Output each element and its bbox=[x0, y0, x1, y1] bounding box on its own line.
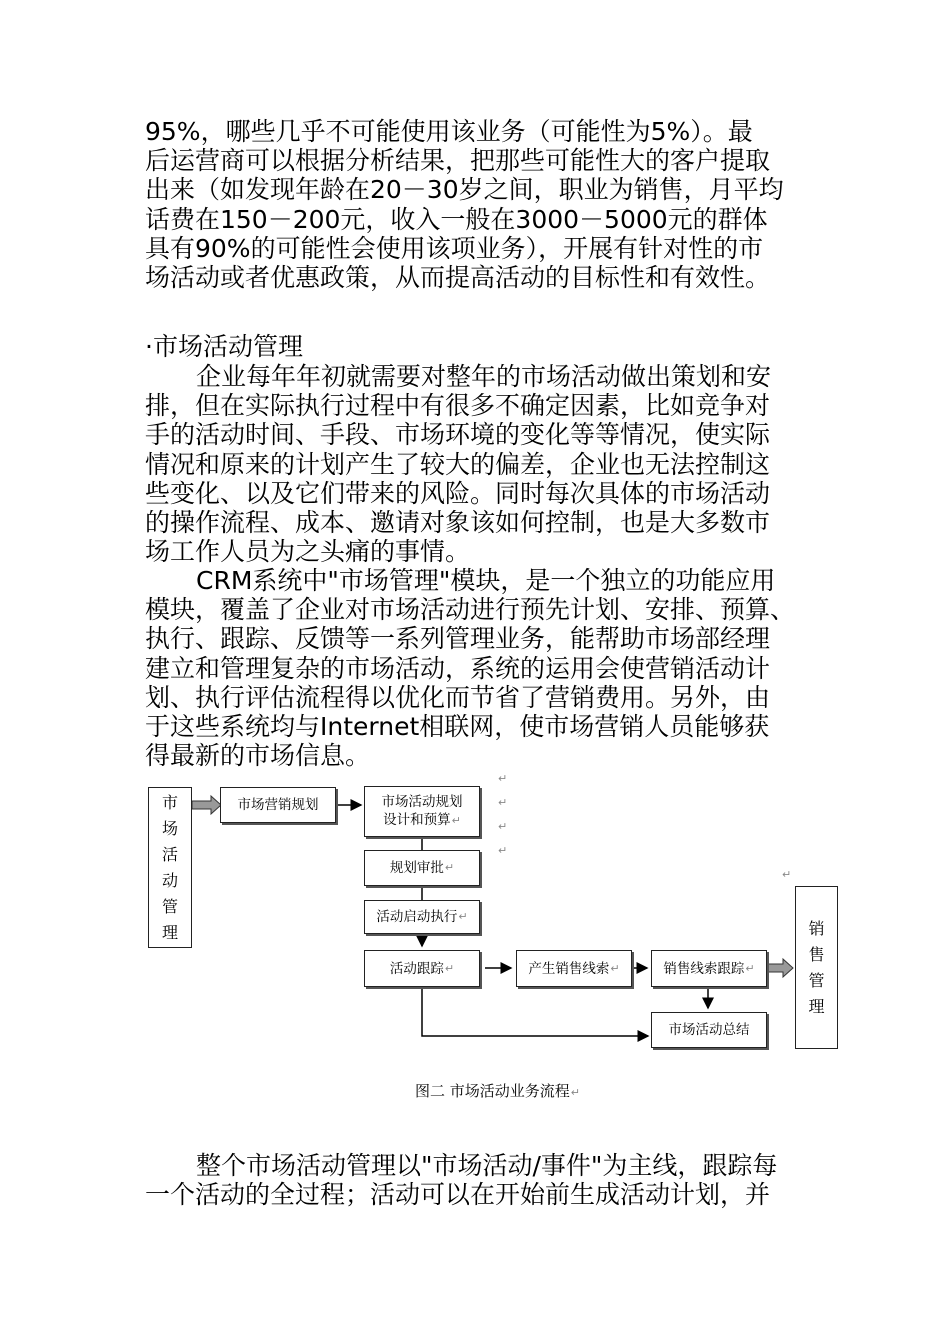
planning-box bbox=[220, 787, 336, 823]
hollow-arrow-to-sales bbox=[767, 959, 793, 977]
label-char: 销 bbox=[808, 918, 825, 938]
label-char: 活 bbox=[161, 844, 178, 864]
paragraph-3 bbox=[145, 566, 825, 770]
label-char: 动 bbox=[161, 870, 178, 890]
text-line: 一个活动的全过程；活动可以在开始前生成活动计划，并 bbox=[145, 1180, 771, 1210]
paragraph-mark: ↵ bbox=[782, 868, 792, 881]
summary-box bbox=[651, 1012, 767, 1048]
box-text: 设计和预算 bbox=[383, 812, 451, 828]
leads-box bbox=[516, 950, 632, 987]
paragraph-mark: ↵ bbox=[745, 961, 755, 975]
label-char: 售 bbox=[808, 944, 825, 964]
label-char: 管 bbox=[161, 896, 178, 916]
text-line: 排，但在实际执行过程中有很多不确定因素，比如竞争对 bbox=[145, 391, 771, 421]
paragraph-1 bbox=[145, 117, 825, 292]
text-line: 具有90%的可能性会使用该项业务），开展有针对性的市 bbox=[145, 233, 764, 263]
paragraph-mark: ↵ bbox=[610, 961, 620, 975]
paragraph-2 bbox=[145, 362, 825, 566]
caption-text: 图二 市场活动业务流程 bbox=[415, 1082, 570, 1100]
text-line: 企业每年年初就需要对整年的市场活动做出策划和安 bbox=[196, 362, 772, 391]
box-text: 市场活动总结 bbox=[668, 1022, 750, 1038]
flowchart-figure bbox=[145, 770, 850, 1110]
label-char: 理 bbox=[808, 996, 825, 1016]
design-budget-box bbox=[364, 786, 480, 837]
box-text: 活动启动执行 bbox=[376, 909, 458, 925]
text-line: 执行、跟踪、反馈等一系列管理业务，能帮助市场部经理 bbox=[145, 624, 771, 654]
label-char: 管 bbox=[808, 970, 825, 990]
text-line: 得最新的市场信息。 bbox=[145, 741, 371, 771]
text-line: 场活动或者优惠政策，从而提高活动的目标性和有效性。 bbox=[145, 262, 771, 292]
paragraph-mark: ↵ bbox=[451, 814, 461, 827]
text-line: 场工作人员为之头痛的事情。 bbox=[145, 537, 471, 567]
paragraph-mark: ↵ bbox=[498, 844, 508, 857]
arrow-tracking-to-summary bbox=[422, 987, 648, 1036]
box-text: 规划审批 bbox=[389, 860, 444, 876]
text-line: 的操作流程、成本、邀请对象该如何控制，也是大多数市 bbox=[145, 507, 771, 537]
activity-management-label-box bbox=[148, 787, 192, 948]
section-heading-text: ·市场活动管理 bbox=[145, 332, 303, 361]
paragraph-mark: ↵ bbox=[444, 961, 455, 975]
text-line: 出来（如发现年龄在20－30岁之间，职业为销售，月平均 bbox=[145, 175, 784, 205]
paragraph-mark: ↵ bbox=[444, 861, 455, 874]
text-line: 建立和管理复杂的市场活动，系统的运用会使营销活动计 bbox=[145, 653, 771, 683]
box-text: 市场活动规划 bbox=[381, 794, 463, 810]
paragraph-4 bbox=[145, 1151, 825, 1209]
tracking-box bbox=[364, 950, 480, 987]
text-line: 模块，覆盖了企业对市场活动进行预先计划、安排、预算、 bbox=[145, 595, 796, 625]
section-heading bbox=[145, 332, 825, 361]
text-line: 划、执行评估流程得以优化而节省了营销费用。另外，由 bbox=[145, 682, 771, 712]
label-char: 场 bbox=[161, 818, 178, 838]
box-text: 活动跟踪 bbox=[389, 960, 444, 977]
text-line: 情况和原来的计划产生了较大的偏差，企业也无法控制这 bbox=[145, 449, 771, 479]
sales-management-label-box bbox=[795, 886, 838, 1049]
lead-tracking-box bbox=[651, 950, 767, 987]
text-line: 95%，哪些几乎不可能使用该业务（可能性为5%）。最 bbox=[145, 117, 753, 146]
text-line: 于这些系统均与Internet相联网，使市场营销人员能够获 bbox=[145, 711, 770, 741]
hollow-arrow-to-planning bbox=[192, 796, 221, 814]
paragraph-mark: ↵ bbox=[498, 772, 508, 785]
launch-box bbox=[364, 900, 480, 934]
box-text: 销售线索跟踪 bbox=[663, 960, 745, 977]
paragraph-mark: ↵ bbox=[458, 910, 468, 923]
label-char: 理 bbox=[161, 922, 178, 942]
paragraph-mark: ↵ bbox=[498, 796, 508, 809]
box-text: 产生销售线索 bbox=[528, 960, 610, 977]
box-text: 市场营销规划 bbox=[237, 797, 319, 813]
text-line: 手的活动时间、手段、市场环境的变化等等情况，使实际 bbox=[145, 420, 771, 450]
text-line: 后运营商可以根据分析结果，把那些可能性大的客户提取 bbox=[145, 146, 771, 176]
text-line: 话费在150－200元，收入一般在3000－5000元的群体 bbox=[145, 204, 768, 234]
text-line: 些变化、以及它们带来的风险。同时每次具体的市场活动 bbox=[145, 478, 771, 508]
paragraph-mark: ↵ bbox=[498, 820, 508, 833]
text-line: CRM系统中"市场管理"模块，是一个独立的功能应用 bbox=[196, 566, 776, 595]
approval-box bbox=[364, 850, 480, 886]
paragraph-mark: ↵ bbox=[570, 1086, 580, 1099]
label-char: 市 bbox=[161, 792, 178, 812]
text-line: 整个市场活动管理以"市场活动/事件"为主线，跟踪每 bbox=[196, 1151, 778, 1180]
figure-caption bbox=[145, 1080, 850, 1101]
